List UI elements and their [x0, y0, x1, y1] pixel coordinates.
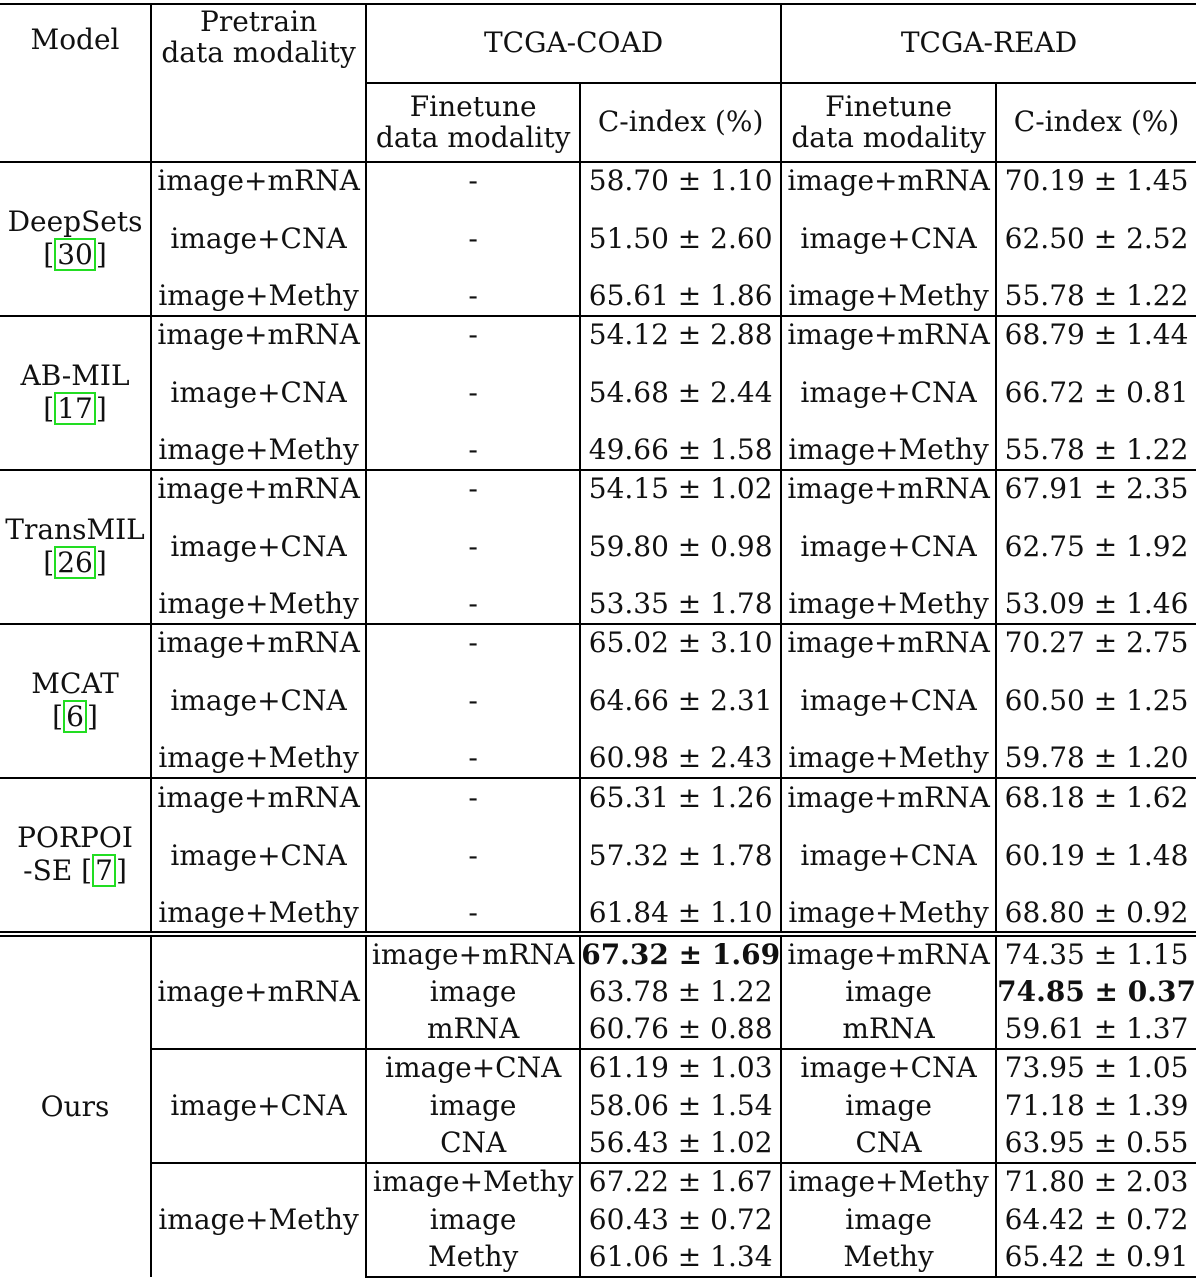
coad-finetune-cell: image+CNA	[366, 1049, 580, 1087]
coad-cindex-cell: 60.98 ± 2.43	[580, 740, 781, 779]
read-finetune-cell: image+CNA	[781, 817, 996, 895]
coad-cindex-cell: 65.61 ± 1.86	[580, 278, 781, 317]
coad-finetune-cell: -	[366, 586, 580, 625]
read-cindex-cell: 73.95 ± 1.05	[996, 1049, 1196, 1087]
coad-finetune-line2: data modality	[375, 120, 571, 154]
read-cindex-cell: 65.42 ± 0.91	[996, 1239, 1196, 1277]
coad-cindex-cell: 61.84 ± 1.10	[580, 895, 781, 934]
read-finetune-cell: image+mRNA	[781, 624, 996, 663]
read-finetune-cell: image	[781, 1201, 996, 1239]
coad-cindex-cell: 65.02 ± 3.10	[580, 624, 781, 663]
table-row	[0, 162, 1196, 201]
table-row	[0, 1049, 1196, 1087]
table-row	[0, 934, 1196, 973]
table-row	[0, 778, 1196, 817]
coad-finetune-cell: -	[366, 663, 580, 740]
coad-cindex-cell: 53.35 ± 1.78	[580, 586, 781, 625]
table-row	[0, 201, 1196, 278]
table-row	[0, 355, 1196, 432]
read-cindex-cell: 60.19 ± 1.48	[1004, 838, 1189, 872]
pretrain-modality-cell: image+Methy	[151, 895, 366, 934]
table-row	[0, 470, 1196, 509]
read-cindex-cell: 60.50 ± 1.25	[1004, 683, 1189, 717]
table-row	[0, 586, 1196, 625]
coad-finetune-cell: -	[366, 316, 580, 355]
model-name: AB-MIL	[20, 358, 130, 392]
pretrain-modality-cell: image+Methy	[151, 278, 366, 317]
read-cindex-cell: 63.95 ± 0.55	[1004, 1126, 1189, 1160]
read-cindex-cell: 66.72 ± 0.81	[1004, 375, 1189, 409]
pretrain-header-line1: Pretrain	[200, 5, 318, 38]
pretrain-modality-cell: image+CNA	[151, 1049, 366, 1163]
results-table	[0, 3, 1196, 1278]
read-finetune-cell: image+mRNA	[781, 162, 996, 201]
pretrain-modality-cell: image+CNA	[151, 201, 366, 278]
coad-finetune-cell: Methy	[366, 1239, 580, 1277]
read-cindex-cell: 59.61 ± 1.37	[1004, 1012, 1189, 1046]
pretrain-modality-cell: image+mRNA	[151, 316, 366, 355]
read-cindex-cell: 68.79 ± 1.44	[996, 316, 1196, 355]
read-finetune-cell: mRNA	[781, 1011, 996, 1049]
model-header-label: Model	[30, 23, 120, 56]
citation-link[interactable]: 26	[54, 546, 96, 579]
pretrain-modality-cell: image+CNA	[151, 355, 366, 432]
coad-header: TCGA-COAD	[366, 4, 781, 83]
coad-cindex-cell: 59.80 ± 0.98	[580, 509, 781, 586]
coad-finetune-cell: image	[366, 1087, 580, 1125]
model-name-cell: AB-MIL [ 17 ]	[0, 316, 151, 470]
pretrain-modality-cell: image+Methy	[151, 1163, 366, 1277]
coad-cindex-cell: 54.68 ± 2.44	[580, 355, 781, 432]
coad-cindex-cell: 54.15 ± 1.02	[580, 470, 781, 509]
coad-finetune-cell: -	[366, 740, 580, 779]
table-body	[0, 162, 1196, 1277]
table-row	[0, 1163, 1196, 1201]
read-cindex-cell: 59.78 ± 1.20	[1004, 740, 1189, 774]
coad-cindex-cell: 60.76 ± 0.88	[580, 1011, 781, 1049]
coad-cindex-cell: 58.70 ± 1.10	[580, 162, 781, 201]
read-cindex-cell: 70.19 ± 1.45	[996, 162, 1196, 201]
coad-finetune-cell: -	[366, 470, 580, 509]
model-name: DeepSets	[7, 204, 143, 238]
read-finetune-cell: image+Methy	[781, 740, 996, 779]
table-row	[0, 624, 1196, 663]
read-finetune-header	[781, 83, 996, 162]
coad-finetune-cell: -	[366, 778, 580, 817]
coad-finetune-cell: -	[366, 201, 580, 278]
pretrain-modality-cell: image+mRNA	[151, 162, 366, 201]
table-row	[0, 278, 1196, 317]
coad-finetune-cell: -	[366, 817, 580, 895]
model-name-cell: PORPOI -SE [ 7 ]	[0, 778, 151, 934]
coad-cindex-cell: 51.50 ± 2.60	[580, 201, 781, 278]
coad-cindex-cell: 54.12 ± 2.88	[580, 316, 781, 355]
table-row	[0, 663, 1196, 740]
coad-cindex-cell: 65.31 ± 1.26	[580, 778, 781, 817]
citation-link[interactable]: 6	[63, 700, 87, 733]
coad-cindex-cell: 64.66 ± 2.31	[580, 663, 781, 740]
table-row	[0, 895, 1196, 934]
read-finetune-cell: image+CNA	[781, 509, 996, 586]
pretrain-modality-cell: image+Methy	[151, 586, 366, 625]
coad-cindex-cell: 67.22 ± 1.67	[580, 1163, 781, 1201]
coad-finetune-cell: CNA	[366, 1125, 580, 1163]
coad-finetune-cell: -	[366, 624, 580, 663]
read-finetune-cell: image	[781, 973, 996, 1011]
read-finetune-cell: Methy	[781, 1239, 996, 1277]
read-finetune-cell: image+CNA	[781, 663, 996, 740]
coad-finetune-cell: -	[366, 895, 580, 934]
model-name-cell: MCAT [ 6 ]	[0, 624, 151, 778]
model-header	[0, 4, 151, 162]
coad-finetune-cell: mRNA	[366, 1011, 580, 1049]
model-name: TransMIL	[5, 512, 145, 546]
read-finetune-line1: Finetune	[825, 89, 953, 123]
read-finetune-cell: image+mRNA	[781, 316, 996, 355]
read-finetune-cell: image+mRNA	[781, 778, 996, 817]
read-cindex-cell: 67.91 ± 2.35	[996, 470, 1196, 509]
citation-link[interactable]: 30	[54, 238, 96, 271]
coad-finetune-cell: image+mRNA	[366, 934, 580, 973]
read-cindex-cell: 62.50 ± 2.52	[1004, 221, 1189, 255]
read-finetune-cell: image	[781, 1087, 996, 1125]
read-finetune-cell: image+Methy	[781, 586, 996, 625]
table-row	[0, 509, 1196, 586]
pretrain-modality-cell: image+CNA	[151, 817, 366, 895]
read-finetune-cell: CNA	[781, 1125, 996, 1163]
coad-finetune-line1: Finetune	[409, 89, 537, 123]
coad-finetune-cell: image	[366, 1201, 580, 1239]
read-header: TCGA-READ	[781, 4, 1196, 83]
coad-cindex-cell: 63.78 ± 1.22	[580, 973, 781, 1011]
coad-cindex-cell: 57.32 ± 1.78	[580, 817, 781, 895]
header-row-1	[0, 4, 1196, 83]
coad-cindex-cell: 60.43 ± 0.72	[580, 1201, 781, 1239]
coad-cindex-cell: 67.32 ± 1.69	[580, 934, 781, 973]
read-cindex-cell: 70.27 ± 2.75	[996, 624, 1196, 663]
table-row	[0, 432, 1196, 471]
read-finetune-cell: image+mRNA	[781, 470, 996, 509]
coad-cindex-cell: 56.43 ± 1.02	[580, 1125, 781, 1163]
read-cindex-cell: 68.18 ± 1.62	[996, 778, 1196, 817]
read-finetune-cell: image+Methy	[781, 895, 996, 934]
read-finetune-cell: image+Methy	[781, 1163, 996, 1201]
pretrain-header-line2: data modality	[161, 35, 356, 69]
model-name: PORPOI	[17, 820, 133, 854]
coad-cindex-header: C-index (%)	[580, 83, 781, 162]
read-finetune-line2: data modality	[791, 120, 986, 154]
pretrain-modality-cell: image+Methy	[151, 740, 366, 779]
table-row	[0, 740, 1196, 779]
read-cindex-cell: 71.80 ± 2.03	[996, 1163, 1196, 1201]
pretrain-modality-cell: image+CNA	[151, 509, 366, 586]
read-cindex-cell: 55.78 ± 1.22	[1004, 278, 1189, 312]
pretrain-modality-cell: image+mRNA	[151, 470, 366, 509]
read-cindex-header: C-index (%)	[1013, 105, 1180, 139]
model-name-cell: DeepSets [ 30 ]	[0, 162, 151, 316]
coad-cindex-cell: 61.19 ± 1.03	[580, 1049, 781, 1087]
coad-finetune-cell: -	[366, 162, 580, 201]
pretrain-modality-cell: image+mRNA	[151, 624, 366, 663]
pretrain-modality-cell: image+CNA	[151, 663, 366, 740]
coad-cindex-cell: 58.06 ± 1.54	[580, 1087, 781, 1125]
read-cindex-cell: 62.75 ± 1.92	[1004, 529, 1189, 563]
model-name-suffix: -SE	[23, 853, 73, 887]
read-finetune-cell: image+CNA	[781, 201, 996, 278]
read-cindex-cell: 74.85 ± 0.37	[997, 974, 1196, 1008]
pretrain-header	[151, 4, 366, 162]
read-cindex-cell: 71.18 ± 1.39	[1004, 1088, 1189, 1122]
coad-finetune-cell: -	[366, 278, 580, 317]
read-finetune-cell: image+Methy	[781, 432, 996, 471]
coad-finetune-header	[366, 83, 580, 162]
read-cindex-cell: 68.80 ± 0.92	[1004, 895, 1189, 929]
read-cindex-cell: 53.09 ± 1.46	[1004, 586, 1189, 620]
read-cindex-cell: 74.35 ± 1.15	[996, 934, 1196, 973]
read-finetune-cell: image+mRNA	[781, 934, 996, 973]
model-name-cell	[0, 934, 151, 1277]
coad-cindex-cell: 61.06 ± 1.34	[580, 1239, 781, 1277]
read-cindex-cell: 55.78 ± 1.22	[1004, 432, 1189, 466]
model-name: Ours	[40, 1089, 110, 1123]
citation-link[interactable]: 17	[54, 392, 96, 425]
citation-link[interactable]: 7	[92, 854, 116, 887]
coad-finetune-cell: -	[366, 509, 580, 586]
read-cindex-cell: 64.42 ± 0.72	[1004, 1202, 1189, 1236]
coad-finetune-cell: -	[366, 355, 580, 432]
read-finetune-cell: image+CNA	[781, 1049, 996, 1087]
coad-finetune-cell: image+Methy	[366, 1163, 580, 1201]
coad-finetune-cell: image	[366, 973, 580, 1011]
model-name: MCAT	[31, 666, 119, 700]
coad-finetune-cell: -	[366, 432, 580, 471]
pretrain-modality-cell: image+mRNA	[151, 778, 366, 817]
read-finetune-cell: image+Methy	[781, 278, 996, 317]
pretrain-modality-cell: image+Methy	[151, 432, 366, 471]
table-row	[0, 817, 1196, 895]
model-name-cell: TransMIL [ 26 ]	[0, 470, 151, 624]
table-row	[0, 316, 1196, 355]
read-finetune-cell: image+CNA	[781, 355, 996, 432]
coad-cindex-cell: 49.66 ± 1.58	[580, 432, 781, 471]
pretrain-modality-cell: image+mRNA	[151, 934, 366, 1049]
